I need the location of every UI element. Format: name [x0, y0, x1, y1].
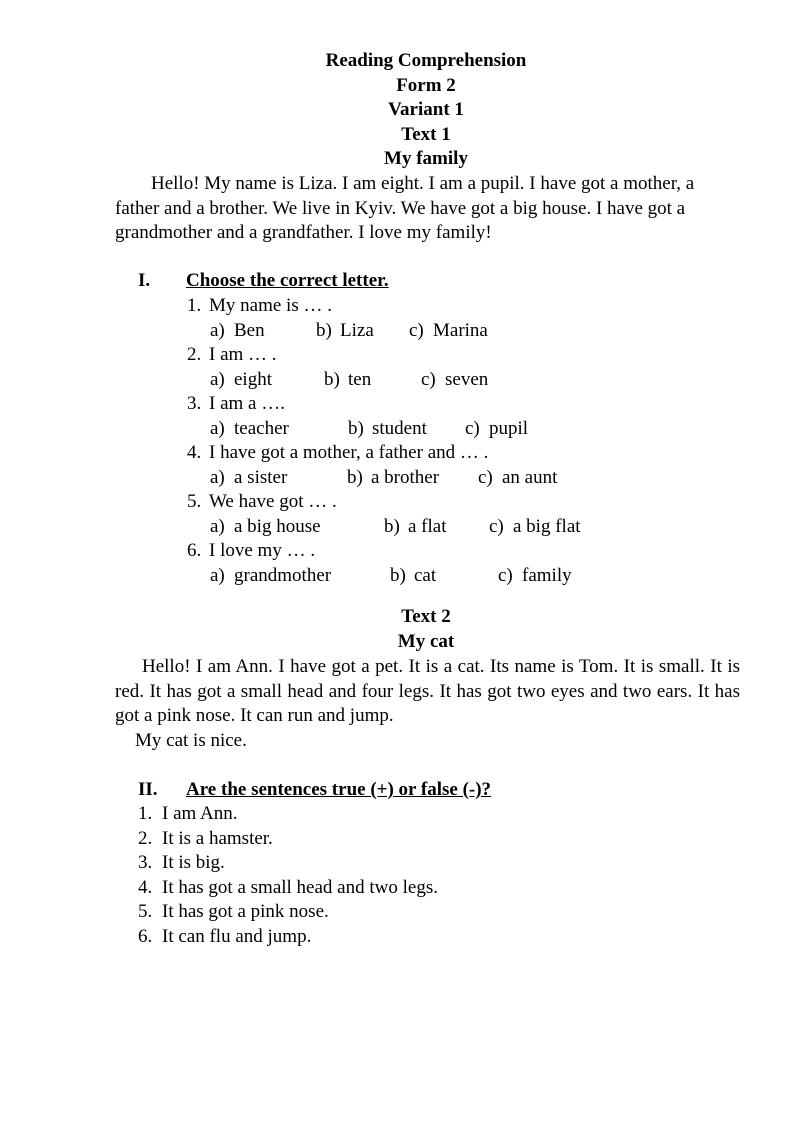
question — [187, 539, 581, 564]
answer-options — [187, 466, 581, 491]
question-number: 5. — [187, 491, 202, 512]
section1-questions — [187, 294, 581, 588]
answer-option: a) a big house — [210, 515, 321, 537]
answer-option: b) student — [348, 417, 427, 439]
text2-title: My cat — [397, 630, 455, 652]
answer-option: b) a flat — [384, 515, 447, 537]
answer-options — [187, 417, 581, 442]
question — [187, 294, 581, 319]
question-number: 4. — [187, 442, 202, 463]
answer-option: c) an aunt — [478, 466, 558, 488]
statement: 2. It is a hamster. — [138, 827, 273, 849]
question-text: My name is … . — [209, 295, 332, 316]
statement: 5. It has got a pink nose. — [138, 901, 329, 922]
answer-option: c) Marina — [409, 319, 488, 341]
worksheet-title: Reading Comprehension — [325, 50, 527, 71]
answer-option: a) a sister — [210, 466, 288, 488]
answer-options — [187, 564, 581, 589]
answer-option: a) Ben — [210, 319, 265, 341]
answer-option: b) a brother — [347, 466, 440, 488]
section1-number: I. — [138, 270, 151, 291]
worksheet-header — [0, 49, 794, 172]
question — [187, 392, 581, 417]
section2-number: II. — [138, 779, 158, 800]
statement: 3. It is big. — [138, 852, 225, 873]
section1-heading — [138, 269, 389, 294]
question-text: I am a …. — [209, 393, 285, 414]
question-text: I am … . — [209, 344, 277, 365]
question-number: 2. — [187, 344, 202, 365]
text2-passage — [115, 655, 740, 753]
answer-option: c) a big flat — [489, 515, 581, 537]
answer-option: c) seven — [421, 368, 489, 390]
section1-title: Choose the correct letter. — [186, 270, 389, 291]
section2-heading — [138, 778, 491, 803]
text2-paragraph: Hello! I am Ann. I have got a pet. It is a cat. Its name is Tom. It is small. It is red. It has got a small head and four legs. It has got two eyes and two ears. It has got a pink nose. It can run and jump. — [115, 656, 740, 726]
question — [187, 441, 581, 466]
text2-header — [0, 605, 794, 654]
variant-label: Variant 1 — [388, 99, 464, 120]
statement: 4. It has got a small head and two legs. — [138, 876, 438, 898]
section2-statements — [138, 802, 438, 949]
answer-options — [187, 368, 581, 393]
answer-option: a) teacher — [210, 417, 289, 439]
answer-option: a) grandmother — [210, 564, 332, 586]
section2-title: Are the sentences true (+) or false (-)? — [186, 779, 492, 800]
answer-option: b) cat — [390, 564, 437, 586]
question — [187, 343, 581, 368]
question-number: 1. — [187, 295, 202, 316]
text1-title: My family — [384, 148, 468, 169]
answer-options — [187, 515, 581, 540]
question-text: I have got a mother, a father and … . — [209, 442, 489, 463]
answer-options — [187, 319, 581, 344]
text1-paragraph: Hello! My name is Liza. I am eight. I am a pupil. I have got a mother, a father and a brother. We live in Kyiv. We have got a big house. I have got a grandmother and a grandfather. I love my family! — [115, 173, 695, 243]
question-number: 3. — [187, 393, 202, 414]
question-text: I love my … . — [209, 540, 316, 561]
form-label: Form 2 — [396, 74, 456, 96]
question-number: 6. — [187, 540, 202, 561]
text2-label: Text 2 — [401, 606, 451, 627]
question-text: We have got … . — [209, 491, 337, 512]
answer-option: a) eight — [210, 368, 272, 390]
text1-label: Text 1 — [401, 123, 451, 145]
statement: 6. It can flu and jump. — [138, 925, 312, 947]
text2-paragraph-closing: My cat is nice. — [135, 729, 247, 751]
answer-option: c) family — [498, 564, 572, 586]
statement: 1. I am Ann. — [138, 803, 238, 824]
answer-option: b) ten — [324, 368, 372, 390]
text1-passage — [115, 172, 740, 246]
answer-option: b) Liza — [316, 319, 374, 341]
answer-option: c) pupil — [465, 417, 529, 439]
question — [187, 490, 581, 515]
